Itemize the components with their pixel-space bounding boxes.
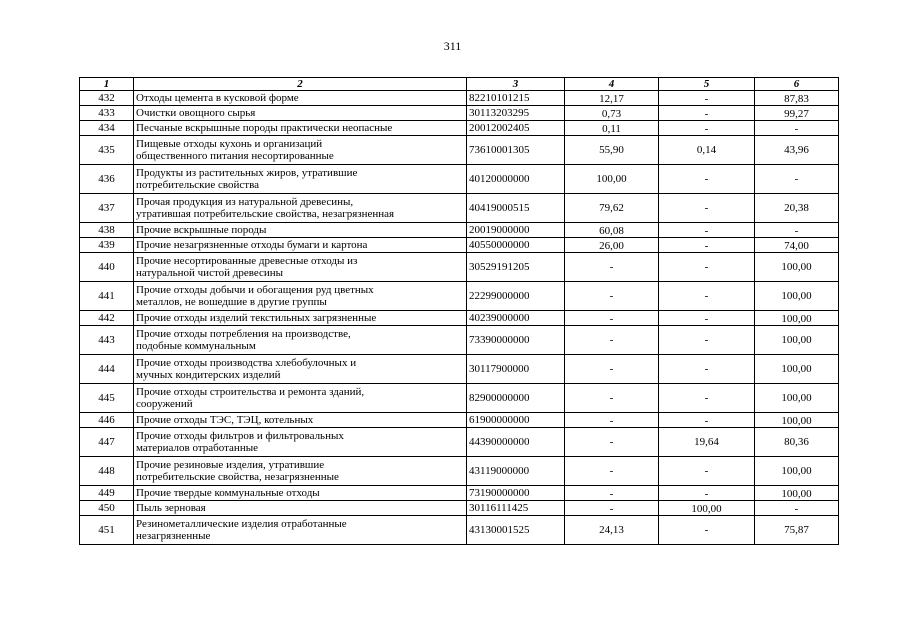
table-row [80, 165, 839, 194]
fkko-code: 22299000000 [467, 282, 565, 311]
value-col-6: - [755, 223, 839, 238]
table-row [80, 194, 839, 223]
waste-name: Песчаные вскрышные породы практически неопасные [134, 121, 467, 136]
value-col-4: 0,73 [565, 106, 659, 121]
value-col-4: - [565, 486, 659, 501]
value-col-4: - [565, 311, 659, 326]
value-col-6: - [755, 501, 839, 516]
waste-name: Прочие резиновые изделия, утратившие потребительские свойства, незагрязненные [134, 457, 467, 486]
value-col-6: 20,38 [755, 194, 839, 223]
value-col-4: 60,08 [565, 223, 659, 238]
value-col-4: - [565, 413, 659, 428]
value-col-4: - [565, 253, 659, 282]
table-row [80, 516, 839, 545]
value-col-5: - [659, 486, 755, 501]
fkko-code: 61900000000 [467, 413, 565, 428]
value-col-5: - [659, 384, 755, 413]
row-number: 450 [80, 501, 134, 516]
waste-name: Прочие вскрышные породы [134, 223, 467, 238]
value-col-4: - [565, 282, 659, 311]
fkko-code: 82900000000 [467, 384, 565, 413]
table-row [80, 253, 839, 282]
fkko-code: 30113203295 [467, 106, 565, 121]
table-row [80, 326, 839, 355]
row-number: 451 [80, 516, 134, 545]
row-number: 436 [80, 165, 134, 194]
value-col-4: 100,00 [565, 165, 659, 194]
value-col-6: 43,96 [755, 136, 839, 165]
value-col-5: - [659, 282, 755, 311]
header-col-6: 6 [755, 78, 839, 91]
row-number: 441 [80, 282, 134, 311]
table-row [80, 501, 839, 516]
fkko-code: 40419000515 [467, 194, 565, 223]
value-col-6: 100,00 [755, 282, 839, 311]
row-number: 443 [80, 326, 134, 355]
waste-name: Прочие отходы строительства и ремонта зданий, сооружений [134, 384, 467, 413]
value-col-6: - [755, 165, 839, 194]
value-col-6: 80,36 [755, 428, 839, 457]
waste-name: Прочие твердые коммунальные отходы [134, 486, 467, 501]
fkko-code: 43130001525 [467, 516, 565, 545]
value-col-6: 100,00 [755, 486, 839, 501]
value-col-4: - [565, 501, 659, 516]
value-col-5: - [659, 413, 755, 428]
header-col-4: 4 [565, 78, 659, 91]
fkko-code: 73610001305 [467, 136, 565, 165]
value-col-5: - [659, 355, 755, 384]
row-number: 449 [80, 486, 134, 501]
fkko-code: 40239000000 [467, 311, 565, 326]
waste-name: Прочие отходы производства хлебобулочных и мучных кондитерских изделий [134, 355, 467, 384]
value-col-5: - [659, 311, 755, 326]
header-col-3: 3 [467, 78, 565, 91]
table-row [80, 282, 839, 311]
fkko-code: 30116111425 [467, 501, 565, 516]
value-col-6: 100,00 [755, 413, 839, 428]
table-row [80, 384, 839, 413]
waste-name: Прочие отходы ТЭС, ТЭЦ, котельных [134, 413, 467, 428]
fkko-code: 44390000000 [467, 428, 565, 457]
waste-name: Очистки овощного сырья [134, 106, 467, 121]
row-number: 438 [80, 223, 134, 238]
waste-name: Прочие незагрязненные отходы бумаги и картона [134, 238, 467, 253]
value-col-6: 100,00 [755, 326, 839, 355]
row-number: 447 [80, 428, 134, 457]
row-number: 434 [80, 121, 134, 136]
value-col-5: 0,14 [659, 136, 755, 165]
value-col-4: 79,62 [565, 194, 659, 223]
waste-name: Прочие отходы добычи и обогащения руд цветных металлов, не вошедшие в другие группы [134, 282, 467, 311]
value-col-5: - [659, 165, 755, 194]
table-row [80, 413, 839, 428]
waste-name: Прочие отходы изделий текстильных загрязненные [134, 311, 467, 326]
header-col-2: 2 [134, 78, 467, 91]
value-col-5: - [659, 516, 755, 545]
value-col-5: - [659, 457, 755, 486]
value-col-4: 24,13 [565, 516, 659, 545]
row-number: 433 [80, 106, 134, 121]
table-row [80, 355, 839, 384]
table-header-row [80, 78, 839, 91]
value-col-4: - [565, 384, 659, 413]
value-col-6: 100,00 [755, 384, 839, 413]
value-col-6: 100,00 [755, 457, 839, 486]
header-col-1: 1 [80, 78, 134, 91]
value-col-5: - [659, 238, 755, 253]
fkko-code: 20012002405 [467, 121, 565, 136]
row-number: 446 [80, 413, 134, 428]
value-col-5: - [659, 253, 755, 282]
table-row [80, 428, 839, 457]
value-col-6: 100,00 [755, 355, 839, 384]
waste-name: Прочие отходы фильтров и фильтровальных материалов отработанные [134, 428, 467, 457]
value-col-5: - [659, 106, 755, 121]
table-row [80, 136, 839, 165]
row-number: 445 [80, 384, 134, 413]
waste-name: Резинометаллические изделия отработанные незагрязненные [134, 516, 467, 545]
row-number: 435 [80, 136, 134, 165]
value-col-5: - [659, 91, 755, 106]
fkko-code: 20019000000 [467, 223, 565, 238]
table-row [80, 238, 839, 253]
value-col-4: - [565, 457, 659, 486]
row-number: 444 [80, 355, 134, 384]
table-row [80, 223, 839, 238]
table-row [80, 106, 839, 121]
table-row [80, 486, 839, 501]
waste-name: Отходы цемента в кусковой форме [134, 91, 467, 106]
value-col-5: - [659, 223, 755, 238]
value-col-4: - [565, 355, 659, 384]
row-number: 439 [80, 238, 134, 253]
waste-name: Пыль зерновая [134, 501, 467, 516]
fkko-code: 73390000000 [467, 326, 565, 355]
row-number: 440 [80, 253, 134, 282]
value-col-6: - [755, 121, 839, 136]
waste-table [79, 77, 839, 545]
waste-name: Прочие отходы потребления на производстве, подобные коммунальным [134, 326, 467, 355]
value-col-4: - [565, 428, 659, 457]
table-row [80, 311, 839, 326]
value-col-6: 75,87 [755, 516, 839, 545]
value-col-6: 99,27 [755, 106, 839, 121]
waste-name: Прочие несортированные древесные отходы из натуральной чистой древесины [134, 253, 467, 282]
waste-name: Пищевые отходы кухонь и организаций общественного питания несортированные [134, 136, 467, 165]
fkko-code: 30529191205 [467, 253, 565, 282]
page-number: 311 [443, 39, 462, 53]
table-row [80, 91, 839, 106]
value-col-5: - [659, 326, 755, 355]
value-col-4: 55,90 [565, 136, 659, 165]
waste-name: Продукты из растительных жиров, утратившие потребительские свойства [134, 165, 467, 194]
fkko-code: 43119000000 [467, 457, 565, 486]
fkko-code: 30117900000 [467, 355, 565, 384]
fkko-code: 40550000000 [467, 238, 565, 253]
value-col-5: - [659, 194, 755, 223]
waste-name: Прочая продукция из натуральной древесины, утратившая потребительские свойства, незагрязненная [134, 194, 467, 223]
value-col-4: 12,17 [565, 91, 659, 106]
row-number: 442 [80, 311, 134, 326]
fkko-code: 40120000000 [467, 165, 565, 194]
header-col-5: 5 [659, 78, 755, 91]
value-col-5: - [659, 121, 755, 136]
row-number: 432 [80, 91, 134, 106]
value-col-6: 87,83 [755, 91, 839, 106]
value-col-4: - [565, 326, 659, 355]
value-col-6: 100,00 [755, 253, 839, 282]
table-row [80, 121, 839, 136]
value-col-5: 100,00 [659, 501, 755, 516]
value-col-4: 0,11 [565, 121, 659, 136]
value-col-4: 26,00 [565, 238, 659, 253]
table-row [80, 457, 839, 486]
value-col-6: 100,00 [755, 311, 839, 326]
fkko-code: 82210101215 [467, 91, 565, 106]
row-number: 437 [80, 194, 134, 223]
fkko-code: 73190000000 [467, 486, 565, 501]
row-number: 448 [80, 457, 134, 486]
value-col-5: 19,64 [659, 428, 755, 457]
value-col-6: 74,00 [755, 238, 839, 253]
